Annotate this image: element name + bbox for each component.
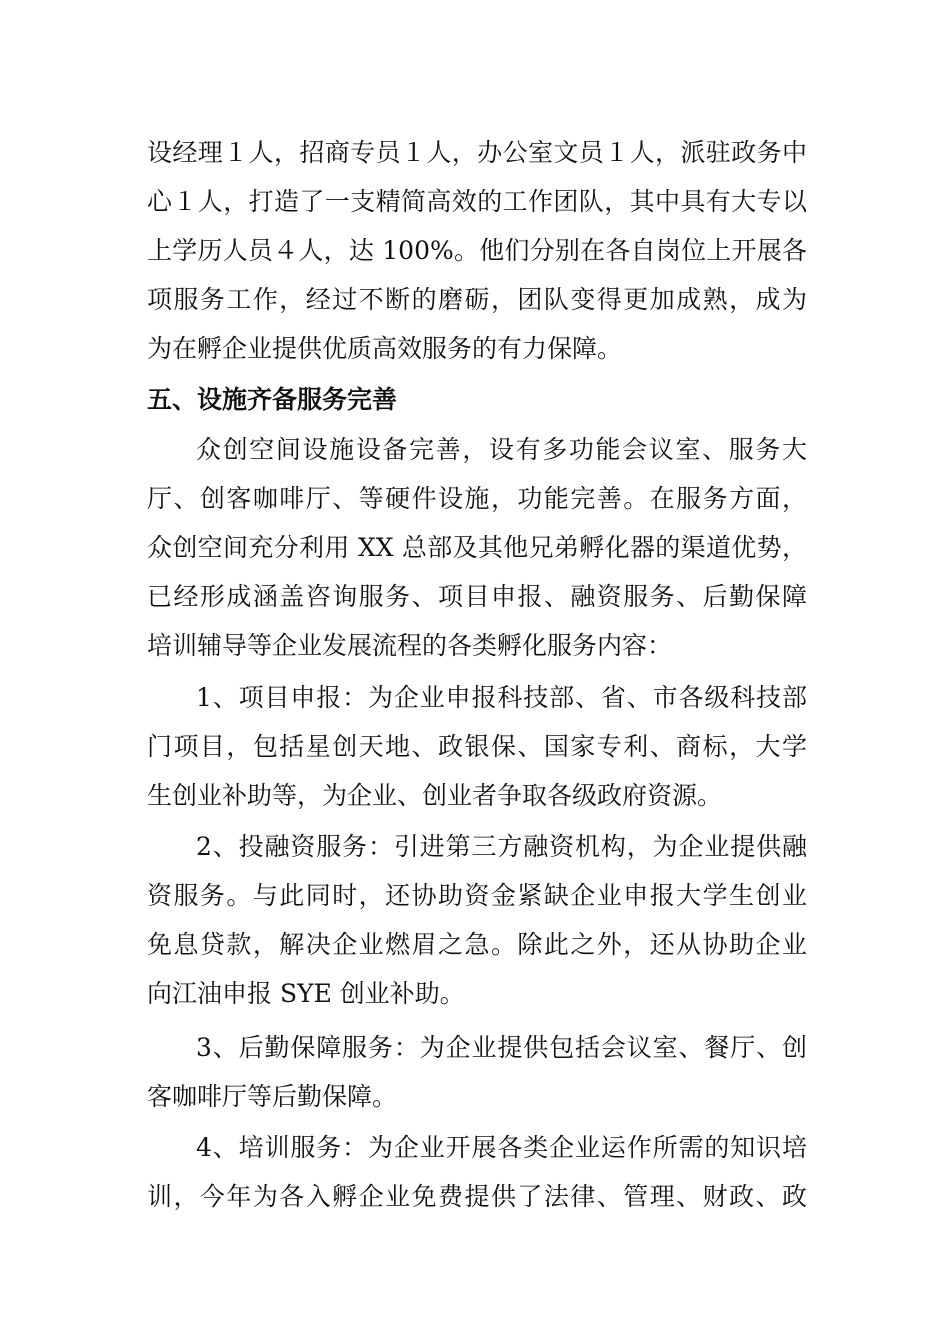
text-line: 门项目，包括星创天地、政银保、国家专利、商标，大学 [147, 732, 807, 761]
text-line: 培训辅导等企业发展流程的各类孵化服务内容： [147, 631, 673, 660]
text-line: 心１人，打造了一支精简高效的工作团队，其中具有大专以 [147, 187, 807, 216]
section-heading: 五、设施齐备服务完善 [147, 385, 398, 414]
text-line: 免息贷款，解决企业燃眉之急。除此之外，还从协助企业 [147, 930, 807, 959]
list-item-line: 1、项目申报：为企业申报科技部、省、市各级科技部 [196, 683, 807, 712]
list-item-line: 3、后勤保障服务：为企业提供包括会议室、餐厅、创 [196, 1033, 807, 1062]
text-line: 向江油申报 SYE 创业补助。 [147, 979, 465, 1008]
list-item-line: 4、培训服务：为企业开展各类企业运作所需的知识培 [196, 1133, 807, 1162]
text-line: 生创业补助等，为企业、创业者争取各级政府资源。 [147, 781, 723, 810]
text-line: 设经理１人，招商专员１人，办公室文员１人，派驻政务中 [147, 138, 807, 167]
list-item-line: 2、投融资服务：引进第三方融资机构，为企业提供融 [196, 832, 807, 861]
text-line: 训，今年为各入孵企业免费提供了法律、管理、财政、政 [147, 1182, 807, 1211]
text-line: 已经形成涵盖咨询服务、项目申报、融资服务、后勤保障 [147, 582, 807, 611]
text-line: 资服务。与此同时，还协助资金紧缺企业申报大学生创业 [147, 881, 807, 910]
text-line: 厅、创客咖啡厅、等硬件设施，功能完善。在服务方面， [147, 484, 807, 513]
text-line: 众创空间设施设备完善，设有多功能会议室、服务大 [196, 435, 807, 464]
text-line: 为在孵企业提供优质高效服务的有力保障。 [147, 334, 623, 363]
text-line: 众创空间充分利用 XX 总部及其他兄弟孵化器的渠道优势， [147, 533, 807, 562]
text-line: 上学历人员４人，达 100%。他们分别在各自岗位上开展各 [147, 236, 807, 265]
text-line: 客咖啡厅等后勤保障。 [147, 1082, 398, 1111]
text-line: 项服务工作，经过不断的磨砺，团队变得更加成熟，成为 [147, 285, 807, 314]
